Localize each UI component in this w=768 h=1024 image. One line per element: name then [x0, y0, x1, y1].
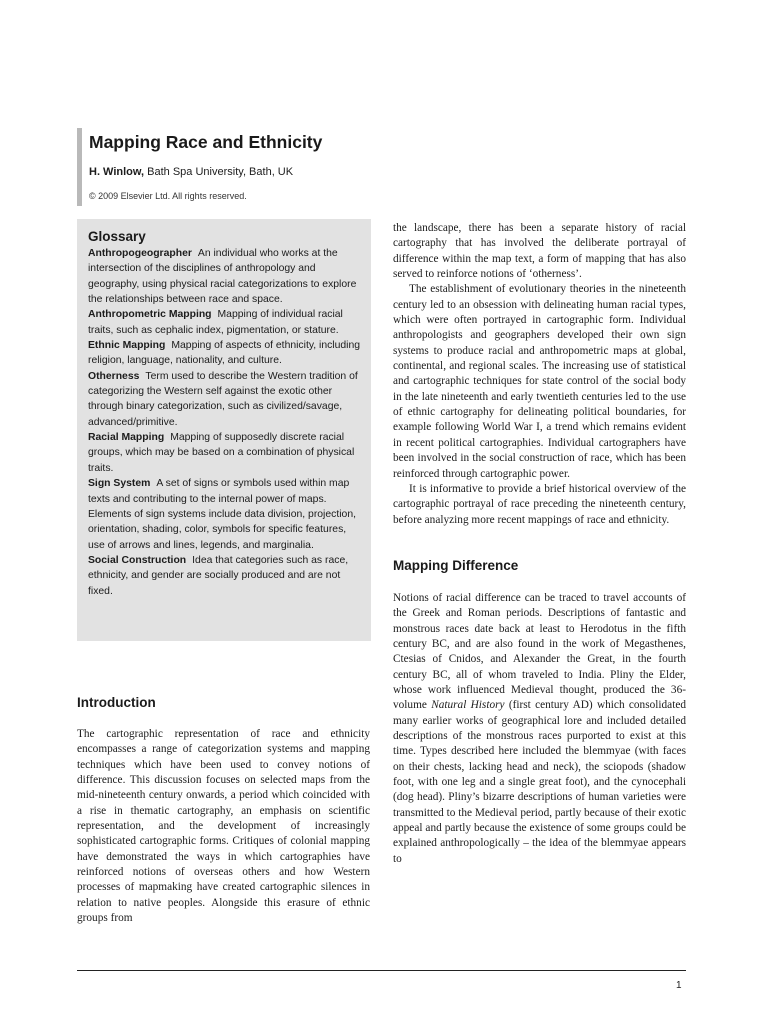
glossary-definition: Mapping of aspects of ethnicity, including religion, language, nationality, and culture.	[88, 340, 361, 367]
copyright-notice: © 2009 Elsevier Ltd. All rights reserved.	[89, 191, 247, 201]
glossary-term: Otherness	[88, 370, 140, 382]
glossary-definition: Idea that categories such as race, ethnicity, and gender are socially produced and are not fixed.	[88, 554, 349, 597]
glossary-box	[77, 219, 371, 641]
paragraph-text: Notions of racial difference can be traced to travel accounts of the Greek and Roman periods. Descriptions of fantastic and monstrous races date back at least to Herodotus in the fifth century BC, and are also found in the work of Megasthenes, Ctesias of Cnidos, and Alexander the Great, in the fourth century BC, all of whom traveled to India. Pliny the Elder, whose work influenced Medieval thought, produced the 36-volume	[393, 591, 686, 712]
article-header	[77, 128, 377, 206]
glossary-definition: Mapping of supposedly discrete racial groups, which may be based on a combination of physical traits.	[88, 432, 355, 474]
author-affiliation: Bath Spa University, Bath, UK	[144, 166, 294, 178]
mapping-difference-heading: Mapping Difference	[393, 557, 519, 573]
glossary-definition: A set of signs or symbols used within map texts and contributing to the internal power of maps. Elements of sign systems include data division, projection, orientation, shading, color, symbols for specific features, use of arrows and lines, legends, and marginalia.	[88, 478, 356, 551]
glossary-entry	[88, 369, 363, 430]
author-line	[89, 166, 293, 178]
glossary-entry	[88, 338, 363, 369]
body-paragraph	[393, 591, 686, 867]
glossary-entry	[88, 476, 363, 553]
header-accent-bar	[77, 128, 82, 206]
glossary-term: Social Construction	[88, 554, 187, 566]
introduction-heading: Introduction	[77, 695, 156, 710]
glossary-term: Anthropometric Mapping	[88, 309, 212, 321]
article-title: Mapping Race and Ethnicity	[89, 132, 323, 152]
paragraph-text: (first century AD) which consolidated many earlier works of geographical lore and included detailed descriptions of the monstrous races purported to exist at this time. Types described here included the blemmyae (with faces on their chests, lacking head and neck), the sciopods (shadow foot, with one leg and a single great foot), and the cynocephali (dog head). Pliny’s bizarre descriptions of human varieties were transmitted to the Medieval period, partly because of their exotic appeal and partly because the existence of some groups could be explained anthropologically – the idea of the blemmyae appears to	[393, 699, 686, 865]
glossary-entry	[88, 553, 363, 599]
body-paragraph: The establishment of evolutionary theories in the nineteenth century led to an obsession with delineating human racial types, which were often portrayed in cartographic form. Individual anthropologists and geographers developed their own sign systems to produce racial and anthropometric maps at global, continental, and regional scales. The increasing use of statistical and cartographic techniques for state control of the social body in the late nineteenth and early twentieth centuries led to the use of ethnic cartography for delineating political boundaries, for example following World War I, a trend which remains evident in recent political cartographies. Individual cartographers have been involved in the social construction of race, which has been reinforced through cartographic power.	[393, 283, 686, 480]
glossary-title: Glossary	[88, 229, 146, 244]
glossary-entry	[88, 430, 363, 476]
glossary-definition: Term used to describe the Western tradition of categorizing the Western self against the exotic other through binary categorization, such as civilized/savage, advanced/primitive.	[88, 370, 358, 428]
glossary-term: Sign System	[88, 478, 151, 490]
right-column	[393, 221, 686, 867]
body-paragraph: the landscape, there has been a separate history of racial cartography that has involved the deliberate portrayal of difference within the map text, a form of mapping that has also served to reinforce notions of ‘otherness’.	[393, 222, 686, 281]
book-title: Natural History	[431, 699, 505, 712]
glossary-term: Ethnic Mapping	[88, 340, 166, 352]
introduction-paragraph: The cartographic representation of race and ethnicity encompasses a range of categorization systems and mapping techniques which have been used to convey notions of difference. This discussion focuses on selected maps from the mid-nineteenth century onwards, a period which coincided with a rise in thematic cartography, an emphasis on scientific representation, and the development of increasingly sophisticated cartographic forms. Critiques of colonial mapping have demonstrated the ways in which cartographies have reinforced notions of overseas others and how Western processes of mapmaking have created cartographic silences in relation to native peoples. Alongside this erasure of ethnic groups from	[77, 728, 370, 925]
glossary-term: Racial Mapping	[88, 432, 165, 444]
glossary-definition: Mapping of individual racial traits, such as cephalic index, pigmentation, or stature.	[88, 309, 343, 336]
author-name: H. Winlow,	[89, 166, 145, 178]
glossary-entry	[88, 307, 363, 338]
glossary-entry	[88, 246, 363, 307]
footer-rule	[77, 970, 686, 971]
body-paragraph: It is informative to provide a brief historical overview of the cartographic portrayal of race preceding the nineteenth century, before analyzing more recent mappings of race and ethnicity.	[393, 482, 686, 526]
glossary-definition: An individual who works at the intersection of the disciplines of anthropology and geography, using physical racial categorizations to explore the relationships between race and space.	[88, 248, 357, 306]
page-number: 1	[676, 980, 682, 991]
glossary-term: Anthropogeographer	[88, 248, 192, 259]
